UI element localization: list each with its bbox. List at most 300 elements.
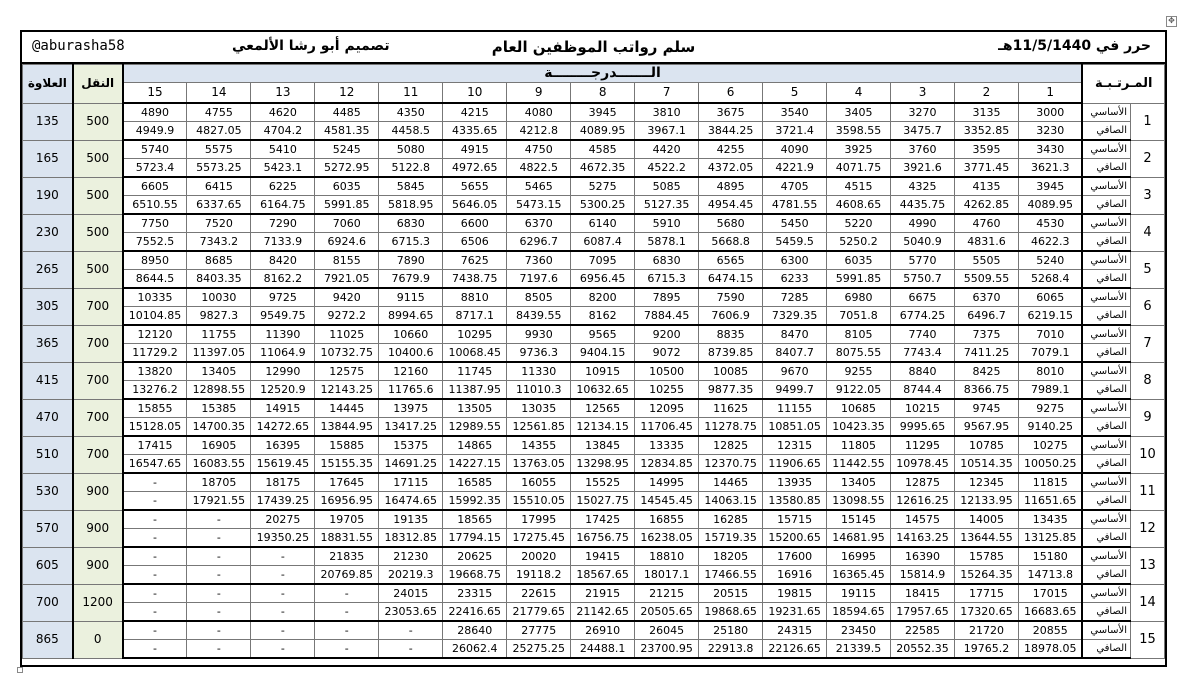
net-salary-cell: 8162.2 bbox=[251, 270, 315, 289]
basic-salary-cell: 5740 bbox=[123, 140, 187, 159]
net-salary-label: الصافي bbox=[1082, 492, 1130, 511]
net-salary-cell: 18567.65 bbox=[571, 566, 635, 585]
rank-column-header: المـرتـبـة bbox=[1082, 65, 1164, 104]
basic-salary-cell: 7740 bbox=[891, 325, 955, 344]
basic-salary-cell: 11390 bbox=[251, 325, 315, 344]
basic-salary-cell: 11745 bbox=[443, 362, 507, 381]
net-salary-cell: 18978.05 bbox=[1018, 640, 1082, 659]
net-salary-cell: 11064.9 bbox=[251, 344, 315, 363]
net-salary-cell: 11765.6 bbox=[379, 381, 443, 400]
net-salary-cell: 14163.25 bbox=[891, 529, 955, 548]
grade-number-header: 15 bbox=[123, 83, 187, 104]
basic-salary-cell: 19115 bbox=[827, 584, 891, 603]
basic-salary-cell: 4890 bbox=[123, 103, 187, 122]
transport-allowance-cell: 700 bbox=[73, 436, 123, 473]
transport-allowance-cell: 700 bbox=[73, 399, 123, 436]
transport-allowance-cell: 700 bbox=[73, 362, 123, 399]
transport-allowance-cell: 700 bbox=[73, 288, 123, 325]
transport-allowance-cell: 700 bbox=[73, 325, 123, 362]
net-salary-cell: 13644.55 bbox=[955, 529, 1019, 548]
basic-salary-cell: - bbox=[187, 547, 251, 566]
net-salary-cell: 15128.05 bbox=[123, 418, 187, 437]
net-salary-cell: 9877.35 bbox=[699, 381, 763, 400]
basic-salary-cell: 13335 bbox=[635, 436, 699, 455]
net-salary-cell: 4221.9 bbox=[763, 159, 827, 178]
basic-salary-cell: 7375 bbox=[955, 325, 1019, 344]
basic-salary-cell: 20855 bbox=[1018, 621, 1082, 640]
transport-allowance-cell: 0 bbox=[73, 621, 123, 658]
basic-salary-cell: 6565 bbox=[699, 251, 763, 270]
rank-net-row bbox=[23, 270, 1165, 289]
net-salary-label: الصافي bbox=[1082, 603, 1130, 622]
net-salary-cell: 6219.15 bbox=[1018, 307, 1082, 326]
basic-salary-label: الأساسي bbox=[1082, 547, 1130, 566]
basic-salary-cell: 11025 bbox=[315, 325, 379, 344]
basic-salary-cell: 9115 bbox=[379, 288, 443, 307]
net-salary-cell: 9140.25 bbox=[1018, 418, 1082, 437]
net-salary-cell: 4608.65 bbox=[827, 196, 891, 215]
net-salary-cell: 10068.45 bbox=[443, 344, 507, 363]
net-salary-label: الصافي bbox=[1082, 196, 1130, 215]
basic-salary-cell: 16995 bbox=[827, 547, 891, 566]
basic-salary-cell: 14005 bbox=[955, 510, 1019, 529]
net-salary-cell: 5991.85 bbox=[827, 270, 891, 289]
net-salary-label: الصافي bbox=[1082, 344, 1130, 363]
net-salary-cell: 7884.45 bbox=[635, 307, 699, 326]
net-salary-cell: 16683.65 bbox=[1018, 603, 1082, 622]
basic-salary-cell: 10275 bbox=[1018, 436, 1082, 455]
net-salary-cell: 4262.85 bbox=[955, 196, 1019, 215]
net-salary-cell: 10050.25 bbox=[1018, 455, 1082, 474]
basic-salary-cell: 8425 bbox=[955, 362, 1019, 381]
designer-credit: تصميم أبو رشا الألمعي bbox=[232, 38, 390, 54]
net-salary-cell: 6337.65 bbox=[187, 196, 251, 215]
rank-net-row bbox=[23, 307, 1165, 326]
grade-number-header: 14 bbox=[187, 83, 251, 104]
net-salary-cell: 13763.05 bbox=[507, 455, 571, 474]
net-salary-cell: 14700.35 bbox=[187, 418, 251, 437]
rank-number: 7 bbox=[1130, 325, 1164, 362]
basic-salary-cell: 12565 bbox=[571, 399, 635, 418]
net-salary-cell: 20219.3 bbox=[379, 566, 443, 585]
net-salary-cell: 8439.55 bbox=[507, 307, 571, 326]
net-salary-cell: 11706.45 bbox=[635, 418, 699, 437]
basic-salary-cell: 19815 bbox=[763, 584, 827, 603]
net-salary-cell: 6474.15 bbox=[699, 270, 763, 289]
net-salary-cell: 5991.85 bbox=[315, 196, 379, 215]
basic-salary-cell: 14575 bbox=[891, 510, 955, 529]
basic-salary-cell: 9930 bbox=[507, 325, 571, 344]
basic-salary-cell: 21720 bbox=[955, 621, 1019, 640]
net-salary-cell: 4458.5 bbox=[379, 122, 443, 141]
basic-salary-cell: 17600 bbox=[763, 547, 827, 566]
net-salary-cell: 14713.8 bbox=[1018, 566, 1082, 585]
basic-salary-cell: 19415 bbox=[571, 547, 635, 566]
net-salary-cell: 9827.3 bbox=[187, 307, 251, 326]
basic-salary-cell: 21230 bbox=[379, 547, 443, 566]
net-salary-cell: 7921.05 bbox=[315, 270, 379, 289]
net-salary-cell: - bbox=[123, 566, 187, 585]
net-salary-cell: 9995.65 bbox=[891, 418, 955, 437]
basic-salary-cell: 12095 bbox=[635, 399, 699, 418]
basic-salary-cell: 4895 bbox=[699, 177, 763, 196]
basic-salary-cell: 18810 bbox=[635, 547, 699, 566]
basic-salary-cell: 23450 bbox=[827, 621, 891, 640]
basic-salary-cell: 18205 bbox=[699, 547, 763, 566]
net-salary-cell: - bbox=[251, 566, 315, 585]
net-salary-cell: 13580.85 bbox=[763, 492, 827, 511]
basic-salary-cell: - bbox=[251, 621, 315, 640]
net-salary-cell: - bbox=[123, 640, 187, 659]
net-salary-cell: 7606.9 bbox=[699, 307, 763, 326]
rank-number: 9 bbox=[1130, 399, 1164, 436]
net-salary-cell: 8739.85 bbox=[699, 344, 763, 363]
basic-salary-cell: 9275 bbox=[1018, 399, 1082, 418]
net-salary-cell: 6296.7 bbox=[507, 233, 571, 252]
basic-salary-cell: 17645 bbox=[315, 473, 379, 492]
net-salary-cell: 9272.2 bbox=[315, 307, 379, 326]
net-salary-cell: 9499.7 bbox=[763, 381, 827, 400]
basic-salary-cell: 8200 bbox=[571, 288, 635, 307]
basic-salary-cell: 15525 bbox=[571, 473, 635, 492]
basic-salary-cell: 3925 bbox=[827, 140, 891, 159]
basic-salary-cell: 5575 bbox=[187, 140, 251, 159]
rank-number: 3 bbox=[1130, 177, 1164, 214]
basic-salary-cell: 20625 bbox=[443, 547, 507, 566]
basic-salary-cell: 3135 bbox=[955, 103, 1019, 122]
basic-salary-cell: 3675 bbox=[699, 103, 763, 122]
basic-salary-label: الأساسي bbox=[1082, 288, 1130, 307]
basic-salary-cell: 10030 bbox=[187, 288, 251, 307]
net-salary-cell: 23700.95 bbox=[635, 640, 699, 659]
net-salary-cell: 5878.1 bbox=[635, 233, 699, 252]
rank-basic-row bbox=[23, 362, 1165, 381]
basic-salary-cell: 5680 bbox=[699, 214, 763, 233]
net-salary-cell: 16547.65 bbox=[123, 455, 187, 474]
basic-salary-cell: 5410 bbox=[251, 140, 315, 159]
basic-salary-cell: 10335 bbox=[123, 288, 187, 307]
rank-number: 15 bbox=[1130, 621, 1164, 658]
net-salary-cell: 6956.45 bbox=[571, 270, 635, 289]
net-salary-cell: 13298.95 bbox=[571, 455, 635, 474]
net-salary-cell: 8744.4 bbox=[891, 381, 955, 400]
net-salary-cell: 18594.65 bbox=[827, 603, 891, 622]
net-salary-cell: 4831.6 bbox=[955, 233, 1019, 252]
net-salary-cell: 10400.6 bbox=[379, 344, 443, 363]
basic-salary-cell: 14445 bbox=[315, 399, 379, 418]
net-salary-cell: 5473.15 bbox=[507, 196, 571, 215]
grade-number-header: 8 bbox=[571, 83, 635, 104]
annual-raise-cell: 470 bbox=[23, 399, 73, 436]
basic-salary-cell: 13975 bbox=[379, 399, 443, 418]
basic-salary-cell: 9565 bbox=[571, 325, 635, 344]
basic-salary-cell: - bbox=[187, 621, 251, 640]
net-salary-cell: 11278.75 bbox=[699, 418, 763, 437]
net-salary-cell: 12370.75 bbox=[699, 455, 763, 474]
basic-salary-cell: 6035 bbox=[315, 177, 379, 196]
net-salary-cell: 17466.55 bbox=[699, 566, 763, 585]
basic-salary-cell: 9745 bbox=[955, 399, 1019, 418]
annual-raise-cell: 190 bbox=[23, 177, 73, 214]
net-salary-cell: 9567.95 bbox=[955, 418, 1019, 437]
basic-salary-cell: 12345 bbox=[955, 473, 1019, 492]
rank-net-row bbox=[23, 566, 1165, 585]
net-salary-cell: 4089.95 bbox=[1018, 196, 1082, 215]
basic-salary-cell: 16855 bbox=[635, 510, 699, 529]
transport-allowance-cell: 500 bbox=[73, 140, 123, 177]
basic-salary-cell: 8010 bbox=[1018, 362, 1082, 381]
transport-allowance-cell: 900 bbox=[73, 510, 123, 547]
basic-salary-cell: 15180 bbox=[1018, 547, 1082, 566]
basic-salary-cell: 5240 bbox=[1018, 251, 1082, 270]
date-label: حرر في 11/5/1440هـ bbox=[998, 38, 1151, 54]
basic-salary-cell: 28640 bbox=[443, 621, 507, 640]
net-salary-cell: 17921.55 bbox=[187, 492, 251, 511]
net-salary-cell: 4954.45 bbox=[699, 196, 763, 215]
basic-salary-label: الأساسي bbox=[1082, 103, 1130, 122]
grade-number-header: 12 bbox=[315, 83, 379, 104]
basic-salary-cell: 9420 bbox=[315, 288, 379, 307]
title-bar bbox=[22, 32, 1165, 64]
annual-raise-cell: 230 bbox=[23, 214, 73, 251]
basic-salary-cell: 7890 bbox=[379, 251, 443, 270]
net-salary-cell: 15027.75 bbox=[571, 492, 635, 511]
basic-salary-cell: 5085 bbox=[635, 177, 699, 196]
net-salary-cell: 22126.65 bbox=[763, 640, 827, 659]
net-salary-cell: 14545.45 bbox=[635, 492, 699, 511]
net-salary-cell: 19668.75 bbox=[443, 566, 507, 585]
net-salary-cell: 16238.05 bbox=[635, 529, 699, 548]
basic-salary-cell: 12160 bbox=[379, 362, 443, 381]
basic-salary-cell: 16390 bbox=[891, 547, 955, 566]
net-salary-cell: 10104.85 bbox=[123, 307, 187, 326]
rank-net-row bbox=[23, 640, 1165, 659]
basic-salary-cell: 10295 bbox=[443, 325, 507, 344]
basic-salary-cell: 3760 bbox=[891, 140, 955, 159]
basic-salary-label: الأساسي bbox=[1082, 177, 1130, 196]
basic-salary-cell: 15885 bbox=[315, 436, 379, 455]
basic-salary-cell: 14995 bbox=[635, 473, 699, 492]
salary-scale-sheet bbox=[20, 30, 1167, 667]
basic-salary-cell: 3810 bbox=[635, 103, 699, 122]
basic-salary-cell: 10660 bbox=[379, 325, 443, 344]
rank-net-row bbox=[23, 381, 1165, 400]
net-salary-cell: 5646.05 bbox=[443, 196, 507, 215]
net-salary-cell: 5573.25 bbox=[187, 159, 251, 178]
basic-salary-cell: 3430 bbox=[1018, 140, 1082, 159]
net-salary-cell: 3352.85 bbox=[955, 122, 1019, 141]
net-salary-cell: 3771.45 bbox=[955, 159, 1019, 178]
basic-salary-cell: - bbox=[123, 584, 187, 603]
rank-number: 8 bbox=[1130, 362, 1164, 399]
net-salary-cell: 14691.25 bbox=[379, 455, 443, 474]
net-salary-cell: 8717.1 bbox=[443, 307, 507, 326]
net-salary-cell: 4335.65 bbox=[443, 122, 507, 141]
basic-salary-cell: - bbox=[379, 621, 443, 640]
net-salary-cell: - bbox=[187, 566, 251, 585]
basic-salary-cell: 17715 bbox=[955, 584, 1019, 603]
net-salary-cell: 24488.1 bbox=[571, 640, 635, 659]
net-salary-cell: 17794.15 bbox=[443, 529, 507, 548]
basic-salary-cell: 18565 bbox=[443, 510, 507, 529]
net-salary-label: الصافي bbox=[1082, 455, 1130, 474]
rank-basic-row bbox=[23, 251, 1165, 270]
basic-salary-label: الأساسي bbox=[1082, 251, 1130, 270]
net-salary-cell: 22416.65 bbox=[443, 603, 507, 622]
net-salary-cell: 14272.65 bbox=[251, 418, 315, 437]
basic-salary-cell: 5505 bbox=[955, 251, 1019, 270]
basic-salary-cell: - bbox=[123, 621, 187, 640]
net-salary-cell: 5268.4 bbox=[1018, 270, 1082, 289]
basic-salary-cell: 15855 bbox=[123, 399, 187, 418]
net-salary-cell: 13276.2 bbox=[123, 381, 187, 400]
net-salary-cell: 5750.7 bbox=[891, 270, 955, 289]
net-salary-cell: 13844.95 bbox=[315, 418, 379, 437]
net-salary-cell: 16365.45 bbox=[827, 566, 891, 585]
net-salary-cell: 11387.95 bbox=[443, 381, 507, 400]
net-salary-label: الصافي bbox=[1082, 270, 1130, 289]
net-salary-cell: 5250.2 bbox=[827, 233, 891, 252]
net-salary-cell: 10255 bbox=[635, 381, 699, 400]
twitter-handle: @aburasha58 bbox=[32, 38, 125, 54]
net-salary-cell: 4435.75 bbox=[891, 196, 955, 215]
net-salary-label: الصافي bbox=[1082, 307, 1130, 326]
basic-salary-cell: 5770 bbox=[891, 251, 955, 270]
net-salary-cell: 4581.35 bbox=[315, 122, 379, 141]
net-salary-label: الصافي bbox=[1082, 418, 1130, 437]
net-salary-cell: 17957.65 bbox=[891, 603, 955, 622]
basic-salary-cell: 8840 bbox=[891, 362, 955, 381]
net-salary-cell: 6510.55 bbox=[123, 196, 187, 215]
basic-salary-cell: 10215 bbox=[891, 399, 955, 418]
net-salary-cell: 15992.35 bbox=[443, 492, 507, 511]
grade-group-header: الـــــــدرجــــــــة bbox=[123, 65, 1083, 83]
net-salary-cell: - bbox=[123, 603, 187, 622]
rank-number: 5 bbox=[1130, 251, 1164, 288]
grade-number-header: 11 bbox=[379, 83, 443, 104]
net-salary-cell: 19765.2 bbox=[955, 640, 1019, 659]
basic-salary-cell: 13935 bbox=[763, 473, 827, 492]
basic-salary-cell: - bbox=[187, 584, 251, 603]
basic-salary-cell: 12990 bbox=[251, 362, 315, 381]
annual-raise-cell: 700 bbox=[23, 584, 73, 621]
net-salary-cell: 15719.35 bbox=[699, 529, 763, 548]
rank-number: 1 bbox=[1130, 103, 1164, 140]
basic-salary-cell: 10685 bbox=[827, 399, 891, 418]
basic-salary-cell: 26910 bbox=[571, 621, 635, 640]
basic-salary-cell: 24315 bbox=[763, 621, 827, 640]
net-salary-cell: 12561.85 bbox=[507, 418, 571, 437]
basic-salary-cell: 4705 bbox=[763, 177, 827, 196]
net-salary-cell: 3598.55 bbox=[827, 122, 891, 141]
net-salary-cell: - bbox=[187, 640, 251, 659]
net-salary-cell: 10632.65 bbox=[571, 381, 635, 400]
net-salary-cell: 17320.65 bbox=[955, 603, 1019, 622]
basic-salary-cell: 15715 bbox=[763, 510, 827, 529]
salary-table bbox=[22, 64, 1165, 659]
basic-salary-cell: 7095 bbox=[571, 251, 635, 270]
net-salary-cell: 6774.25 bbox=[891, 307, 955, 326]
annual-raise-cell: 265 bbox=[23, 251, 73, 288]
annual-raise-cell: 530 bbox=[23, 473, 73, 510]
basic-salary-cell: 13505 bbox=[443, 399, 507, 418]
basic-salary-cell: 3405 bbox=[827, 103, 891, 122]
basic-salary-cell: 22585 bbox=[891, 621, 955, 640]
net-salary-cell: 12898.55 bbox=[187, 381, 251, 400]
net-salary-cell: 5272.95 bbox=[315, 159, 379, 178]
net-salary-cell: 11651.65 bbox=[1018, 492, 1082, 511]
basic-salary-cell: 3270 bbox=[891, 103, 955, 122]
net-salary-cell: 14681.95 bbox=[827, 529, 891, 548]
net-salary-cell: 16083.55 bbox=[187, 455, 251, 474]
basic-salary-cell: 21835 bbox=[315, 547, 379, 566]
basic-salary-cell: 6830 bbox=[635, 251, 699, 270]
net-salary-cell: 7133.9 bbox=[251, 233, 315, 252]
rank-net-row bbox=[23, 196, 1165, 215]
basic-salary-cell: 20275 bbox=[251, 510, 315, 529]
basic-salary-cell: 15375 bbox=[379, 436, 443, 455]
basic-salary-cell: 12315 bbox=[763, 436, 827, 455]
rank-basic-row bbox=[23, 177, 1165, 196]
move-handle-icon[interactable]: ✥ bbox=[1166, 16, 1177, 27]
net-salary-cell: - bbox=[123, 529, 187, 548]
basic-salary-cell: 15785 bbox=[955, 547, 1019, 566]
net-salary-cell: 7679.9 bbox=[379, 270, 443, 289]
basic-salary-cell: 13435 bbox=[1018, 510, 1082, 529]
grade-number-header: 4 bbox=[827, 83, 891, 104]
basic-salary-label: الأساسي bbox=[1082, 436, 1130, 455]
basic-salary-cell: 6370 bbox=[507, 214, 571, 233]
basic-salary-cell: 4350 bbox=[379, 103, 443, 122]
basic-salary-cell: 6830 bbox=[379, 214, 443, 233]
basic-salary-cell: 5910 bbox=[635, 214, 699, 233]
net-salary-cell: 3967.1 bbox=[635, 122, 699, 141]
basic-salary-cell: - bbox=[251, 584, 315, 603]
basic-salary-cell: 7750 bbox=[123, 214, 187, 233]
basic-salary-cell: 5465 bbox=[507, 177, 571, 196]
basic-salary-cell: 7060 bbox=[315, 214, 379, 233]
resize-handle-icon[interactable] bbox=[17, 667, 23, 673]
basic-salary-cell: 5845 bbox=[379, 177, 443, 196]
basic-salary-cell: 14865 bbox=[443, 436, 507, 455]
basic-salary-cell: 8835 bbox=[699, 325, 763, 344]
net-salary-cell: 14227.15 bbox=[443, 455, 507, 474]
basic-salary-cell: 13405 bbox=[187, 362, 251, 381]
net-salary-cell: 12520.9 bbox=[251, 381, 315, 400]
net-salary-cell: 5668.8 bbox=[699, 233, 763, 252]
rank-basic-row bbox=[23, 399, 1165, 418]
net-salary-cell: 10423.35 bbox=[827, 418, 891, 437]
net-salary-cell: 17275.45 bbox=[507, 529, 571, 548]
basic-salary-cell: 5080 bbox=[379, 140, 443, 159]
net-salary-cell: 12133.95 bbox=[955, 492, 1019, 511]
basic-salary-cell: 13405 bbox=[827, 473, 891, 492]
net-salary-cell: 9072 bbox=[635, 344, 699, 363]
net-salary-cell: 12134.15 bbox=[571, 418, 635, 437]
basic-salary-cell: 22615 bbox=[507, 584, 571, 603]
basic-salary-cell: 4750 bbox=[507, 140, 571, 159]
net-salary-cell: 7411.25 bbox=[955, 344, 1019, 363]
net-salary-cell: 4522.2 bbox=[635, 159, 699, 178]
transport-allowance-cell: 900 bbox=[73, 473, 123, 510]
net-salary-cell: 9549.75 bbox=[251, 307, 315, 326]
basic-salary-cell: 10085 bbox=[699, 362, 763, 381]
basic-salary-cell: 5655 bbox=[443, 177, 507, 196]
net-salary-cell: 3844.25 bbox=[699, 122, 763, 141]
basic-salary-cell: 4255 bbox=[699, 140, 763, 159]
net-salary-cell: - bbox=[379, 640, 443, 659]
basic-salary-cell: 7010 bbox=[1018, 325, 1082, 344]
